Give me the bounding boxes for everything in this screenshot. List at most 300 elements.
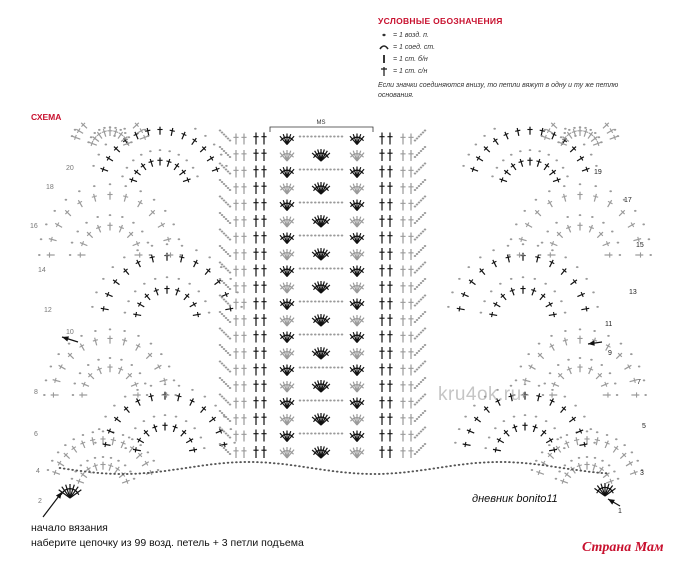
chain-stitch (416, 303, 419, 305)
chain-stitch (221, 297, 224, 299)
chain-stitch (414, 206, 417, 208)
chain-stitch (139, 190, 142, 192)
chain-stitch (189, 466, 192, 468)
left-fan-panel (38, 123, 243, 484)
chain-stitch (638, 366, 641, 368)
chain-stitch (333, 136, 336, 138)
chain-stitch (164, 383, 167, 385)
double-crochet (520, 159, 522, 167)
double-crochet-bar (583, 131, 588, 133)
double-crochet (105, 293, 112, 296)
chain-stitch (303, 268, 306, 270)
chain-stitch (422, 346, 425, 348)
chain-stitch (574, 405, 577, 407)
chain-stitch (191, 389, 194, 391)
chain-stitch (322, 169, 325, 171)
chain-stitch (221, 247, 224, 249)
chain-stitch (560, 437, 563, 439)
chain-stitch (553, 427, 556, 429)
chain-stitch (126, 473, 129, 475)
chain-stitch (147, 242, 150, 244)
chain-stitch (219, 311, 222, 313)
chain-stitch (416, 435, 419, 437)
legend-item-text: = 1 возд. п. (393, 31, 429, 39)
chain-stitch (414, 354, 417, 356)
double-crochet (537, 255, 539, 263)
chain-stitch (322, 268, 325, 270)
chain-stitch (447, 306, 450, 308)
chain-stitch (220, 154, 223, 156)
chain-stitch (420, 332, 423, 334)
double-crochet-bar (51, 237, 52, 242)
chain-stitch (600, 141, 603, 143)
chain-stitch (121, 216, 124, 218)
double-crochet (543, 136, 551, 139)
chain-stitch (549, 372, 552, 374)
chain-stitch (631, 451, 634, 453)
double-crochet-bar (164, 378, 165, 383)
double-crochet (160, 380, 168, 382)
chain-stitch (102, 456, 105, 458)
chain-stitch (424, 130, 427, 132)
chain-stitch (619, 254, 622, 256)
chain-stitch (225, 136, 228, 138)
chain-stitch (337, 334, 340, 336)
chain-stitch (225, 169, 228, 171)
chain-stitch (395, 472, 398, 474)
chain-stitch (265, 462, 268, 464)
chain-stitch (221, 429, 224, 431)
chain-stitch (483, 461, 486, 463)
chain-stitch (306, 235, 309, 237)
chain-stitch (154, 278, 157, 280)
chain-stitch (227, 187, 230, 189)
chain-stitch (579, 357, 582, 359)
chain-stitch (341, 433, 344, 435)
chain-stitch (139, 444, 142, 446)
chain-stitch (229, 222, 232, 224)
chain-stitch (557, 364, 560, 366)
repeat-bracket-line (270, 127, 373, 132)
chain-stitch (197, 290, 200, 292)
repeat-bracket (270, 120, 373, 132)
double-crochet (92, 437, 94, 445)
chain-stitch (559, 467, 562, 469)
chain-stitch (213, 144, 216, 146)
chain-stitch (564, 464, 567, 466)
row-number-right: 11 (605, 321, 613, 328)
chain-stitch (416, 187, 419, 189)
chain-stitch (168, 150, 171, 152)
chain-stitch (420, 183, 423, 185)
chain-stitch (512, 461, 515, 463)
chain-stitch (542, 464, 545, 466)
chain-stitch (420, 431, 423, 433)
chain-stitch (462, 165, 465, 167)
chain-stitch (414, 173, 417, 175)
chain-stitch (314, 301, 317, 303)
chain-stitch (227, 286, 230, 288)
double-crochet (49, 239, 57, 241)
chain-stitch (153, 199, 156, 201)
double-crochet-bar (92, 196, 97, 197)
chain-stitch (420, 249, 423, 251)
double-crochet (594, 194, 596, 202)
chain-stitch (166, 276, 169, 278)
double-crochet (133, 243, 140, 246)
chain-stitch (229, 371, 232, 373)
double-crochet (112, 437, 114, 445)
chain-stitch (299, 268, 302, 270)
chain-stitch (502, 159, 505, 161)
chain-stitch (418, 400, 421, 402)
chain-stitch (227, 435, 230, 437)
chain-stitch (219, 262, 222, 264)
double-crochet-bar (90, 440, 95, 441)
chain-stitch (341, 235, 344, 237)
chain-stitch (110, 457, 113, 459)
chain-stitch (322, 202, 325, 204)
chain-stitch (420, 381, 423, 383)
chain-stitch (72, 394, 75, 396)
chain-stitch (219, 196, 222, 198)
chain-stitch (491, 175, 494, 177)
chain-stitch (563, 132, 566, 134)
chain-stitch (579, 328, 582, 330)
double-crochet-bar (122, 340, 127, 341)
chain-stitch (521, 462, 524, 464)
chain-stitch (418, 367, 421, 369)
chain-stitch (225, 433, 228, 435)
chain-stitch (229, 173, 232, 175)
chain-stitch (583, 144, 586, 146)
chain-stitch (185, 159, 188, 161)
chain-stitch (488, 437, 491, 439)
chain-stitch (197, 465, 200, 467)
chain-stitch (416, 369, 419, 371)
chain-stitch (178, 385, 181, 387)
chain-stitch (310, 433, 313, 435)
chain-stitch (596, 472, 599, 474)
chain-stitch (563, 447, 566, 449)
chain-stitch (594, 185, 597, 187)
double-crochet (589, 225, 592, 232)
chain-stitch (550, 465, 553, 467)
chain-stitch (43, 394, 46, 396)
legend-item-text: = 1 соед. ст. (393, 43, 436, 51)
chain-stitch (458, 278, 461, 280)
chain-stitch (133, 478, 136, 480)
chain-stitch (418, 284, 421, 286)
chain-stitch (412, 470, 415, 472)
chain-stitch (173, 379, 176, 381)
chain-stitch (50, 366, 53, 368)
chain-stitch (323, 469, 326, 471)
chain-stitch (422, 198, 425, 200)
chain-stitch (613, 471, 616, 473)
chain-stitch (219, 130, 222, 132)
double-crochet (461, 293, 468, 296)
double-crochet (560, 480, 568, 483)
chain-stitch (150, 385, 153, 387)
chain-stitch (480, 312, 483, 314)
double-crochet (633, 239, 641, 241)
double-crochet (519, 239, 527, 241)
chain-stitch (306, 169, 309, 171)
chain-stitch (269, 462, 272, 464)
double-crochet-bar (592, 465, 597, 467)
chain-stitch (299, 301, 302, 303)
chain-stitch (337, 433, 340, 435)
chain-stitch (454, 442, 457, 444)
chain-stitch (515, 379, 518, 381)
chain-stitch (223, 414, 226, 416)
chain-stitch (325, 268, 328, 270)
chain-stitch (337, 136, 340, 138)
double-crochet (552, 383, 559, 386)
double-crochet (511, 288, 514, 296)
chain-stitch (122, 473, 125, 475)
double-crochet (171, 128, 173, 136)
chain-stitch (139, 472, 142, 474)
chain-stitch (332, 470, 335, 472)
chain-stitch (414, 321, 417, 323)
chain-stitch (630, 353, 633, 355)
row-number-right: 1 (618, 508, 622, 515)
chain-stitch (69, 254, 72, 256)
row-number-left: 12 (44, 307, 52, 314)
chain-stitch (47, 469, 50, 471)
chain-stitch (422, 165, 425, 167)
chain-stitch (94, 442, 97, 444)
double-crochet (150, 159, 152, 167)
chain-stitch (475, 462, 478, 464)
chain-stitch (123, 256, 126, 258)
chain-stitch (306, 334, 309, 336)
double-crochet-bar (111, 440, 116, 441)
double-crochet (601, 383, 608, 386)
double-crochet-bar (136, 312, 137, 317)
chain-stitch (98, 129, 101, 131)
double-crochet (553, 179, 561, 182)
chain-stitch (378, 473, 381, 475)
chain-stitch (229, 239, 232, 241)
chain-stitch (414, 371, 417, 373)
row-number-right: 3 (640, 470, 644, 477)
chain-stitch (422, 148, 425, 150)
chain-stitch (449, 465, 452, 467)
chain-stitch (467, 266, 470, 268)
chain-stitch (386, 473, 389, 475)
chain-stitch (541, 242, 544, 244)
chain-stitch (318, 400, 321, 402)
chain-stitch (617, 135, 620, 137)
chain-stitch (311, 467, 314, 469)
row-number-left: 8 (34, 389, 38, 396)
chain-stitch (560, 300, 563, 302)
double-crochet-bar (170, 130, 175, 131)
row-number-left: 20 (66, 165, 74, 172)
chain-stitch (548, 190, 551, 192)
row-number-left: 16 (30, 223, 38, 230)
chain-stitch (73, 383, 76, 385)
chain-stitch (322, 367, 325, 369)
chain-stitch (479, 462, 482, 464)
chain-stitch (344, 472, 347, 474)
chain-stitch (229, 437, 232, 439)
chain-stitch (341, 367, 344, 369)
chain-stitch (466, 463, 469, 465)
chain-stitch (176, 468, 179, 470)
chain-stitch (239, 461, 242, 463)
chain-stitch (229, 354, 232, 356)
chain-stitch (175, 416, 178, 418)
chain-stitch (87, 141, 90, 143)
chain-stitch (414, 272, 417, 274)
chain-stitch (418, 334, 421, 336)
double-crochet-bar (224, 442, 225, 447)
double-crochet (163, 239, 171, 241)
chain-stitch (193, 466, 196, 468)
chain-stitch (614, 129, 617, 131)
double-crochet (103, 444, 111, 445)
chain-stitch (88, 471, 91, 473)
chain-stitch (588, 471, 591, 473)
chain-stitch (420, 365, 423, 367)
chain-stitch (221, 198, 224, 200)
chain-stitch (542, 394, 545, 396)
chain-stitch (418, 152, 421, 154)
chain-stitch (121, 175, 124, 177)
double-crochet-bar (93, 465, 98, 467)
chain-stitch (78, 190, 81, 192)
chain-stitch (134, 473, 137, 475)
chain-stitch (219, 328, 222, 330)
chain-stitch (172, 223, 175, 225)
chain-stitch (124, 396, 127, 398)
chain-stitch (91, 306, 94, 308)
double-crochet (193, 314, 201, 315)
double-crochet (103, 129, 105, 137)
chain-stitch (600, 364, 603, 366)
double-crochet (581, 308, 589, 309)
chain-stitch (124, 464, 127, 466)
chain-stitch (547, 154, 550, 156)
row-number-right: 17 (624, 197, 632, 204)
chain-stitch (420, 233, 423, 235)
double-crochet (82, 441, 85, 448)
chain-stitch (223, 365, 226, 367)
chain-stitch (420, 414, 423, 416)
chain-stitch (128, 437, 131, 439)
chain-stitch (67, 468, 70, 470)
chain-stitch (422, 412, 425, 414)
chain-stitch (96, 216, 99, 218)
chain-stitch (318, 367, 321, 369)
chain-stitch (353, 472, 356, 474)
double-crochet-bar (584, 442, 585, 447)
chain-stitch (306, 268, 309, 270)
chain-stitch (611, 231, 614, 233)
double-crochet-bar (586, 306, 587, 311)
chain-stitch (491, 461, 494, 463)
chain-stitch (221, 330, 224, 332)
chain-stitch (562, 167, 565, 169)
chain-stitch (109, 473, 112, 475)
chain-stitch (508, 461, 511, 463)
chain-stitch (177, 278, 180, 280)
chain-stitch (160, 470, 163, 472)
double-crochet-bar (179, 257, 184, 258)
chain-stitch (548, 444, 551, 446)
chain-stitch (422, 214, 425, 216)
double-crochet (225, 308, 233, 309)
chain-stitch (181, 245, 184, 247)
chain-stitch (333, 301, 336, 303)
chain-stitch (102, 278, 105, 280)
chain-stitch (225, 152, 228, 154)
chain-stitch (221, 445, 224, 447)
chain-stitch (314, 235, 317, 237)
double-crochet (123, 338, 125, 346)
chain-stitch (160, 353, 163, 355)
chain-stitch (424, 394, 427, 396)
double-crochet (537, 159, 539, 167)
chain-stitch (294, 465, 297, 467)
chain-stitch (414, 305, 417, 307)
start-label: начало вязания (31, 522, 108, 534)
chain-stitch (416, 220, 419, 222)
chain-stitch (517, 462, 520, 464)
chain-stitch (507, 245, 510, 247)
chain-stitch (225, 202, 228, 204)
chain-stitch (550, 335, 553, 337)
chain-stitch (306, 202, 309, 204)
chain-stitch (202, 465, 205, 467)
chain-stitch (649, 254, 652, 256)
chain-stitch (221, 231, 224, 233)
double-crochet-bar (459, 306, 460, 311)
chain-stitch (219, 229, 222, 231)
chain-stitch (322, 400, 325, 402)
right-fan-panel (447, 123, 652, 484)
chain-stitch (462, 463, 465, 465)
double-crochet (505, 132, 508, 139)
chain-stitch (223, 398, 226, 400)
chain-stitch (219, 295, 222, 297)
chain-stitch (208, 256, 211, 258)
chain-stitch (560, 136, 563, 138)
chain-stitch (382, 473, 385, 475)
double-crochet-bar (105, 442, 106, 447)
chain-stitch (315, 468, 318, 470)
chain-stitch (525, 462, 528, 464)
double-crochet (98, 225, 101, 232)
chain-stitch (314, 202, 317, 204)
chain-stitch (416, 418, 419, 420)
chain-stitch (151, 245, 154, 247)
chain-stitch (564, 396, 567, 398)
double-crochet-bar (198, 312, 199, 317)
double-crochet (101, 308, 109, 309)
double-crochet-bar (108, 465, 113, 467)
double-crochet (536, 472, 544, 475)
double-crochet (582, 168, 590, 171)
chain-stitch (424, 410, 427, 412)
chain-stitch (303, 301, 306, 303)
chain-stitch (223, 431, 226, 433)
chain-stitch (310, 136, 313, 138)
